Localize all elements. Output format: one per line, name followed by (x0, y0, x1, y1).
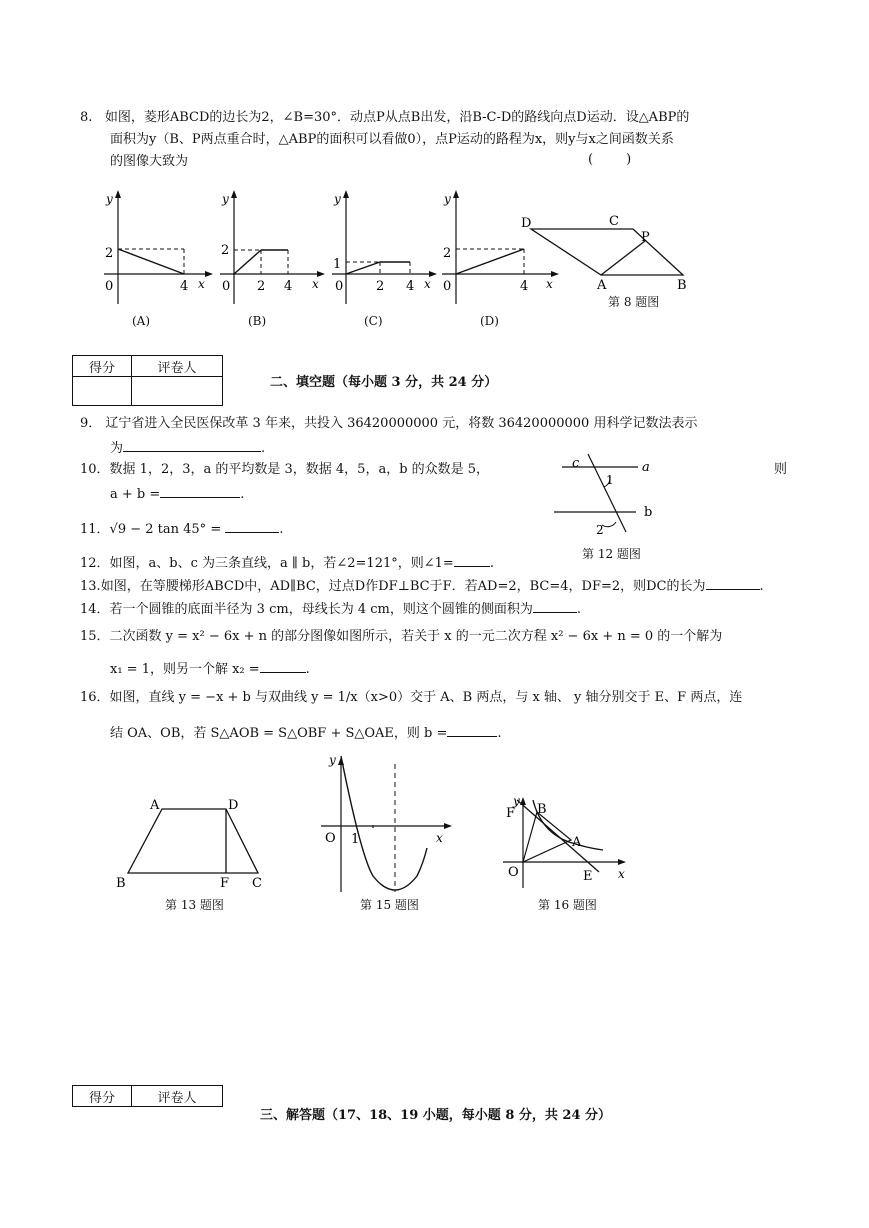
q12-label-b: b (644, 505, 653, 520)
q14-line (80, 598, 581, 620)
q9-text: 辽宁省进入全民医保改革 3 年来，共投入 36420000000 元，将数 36420000000 用科学记数法表示 (105, 416, 698, 431)
q8-option-c-label: (C) (364, 314, 383, 328)
fig13-label-c: C (252, 876, 262, 891)
graph-d-x-tick: 4 (520, 279, 529, 294)
q8-option-d-label: (D) (480, 314, 499, 328)
graph-b-x-tick-2: 2 (257, 279, 266, 294)
fig15-origin: O (325, 831, 336, 846)
graph-d-origin: 0 (443, 279, 452, 294)
q9-number: 9． (80, 416, 102, 431)
graph-c-y-tick: 1 (333, 257, 342, 272)
q8-line1 (80, 108, 689, 128)
grader-header-2: 评卷人 (132, 1086, 223, 1107)
q11-number: 11． (80, 522, 110, 537)
fig16-label-e: E (583, 869, 593, 884)
rhombus-label-d: D (521, 216, 532, 231)
graph-a-y-label: y (106, 192, 113, 206)
score-table-section3 (72, 1085, 223, 1107)
graph-c-origin: 0 (335, 279, 344, 294)
q13-line (80, 575, 764, 597)
q16-end: . (497, 726, 502, 741)
grader-cell[interactable] (132, 377, 223, 406)
score-header-2: 得分 (73, 1086, 132, 1107)
score-table-section2 (72, 355, 223, 406)
fig13-label-b: B (116, 876, 126, 891)
fig16-label-b: B (537, 802, 547, 817)
q12-line (80, 552, 494, 574)
q11-answer-blank[interactable] (225, 518, 279, 533)
q8-rhombus-figure (515, 205, 695, 290)
q14-text: 若一个圆锥的底面半径为 3 cm，母线长为 4 cm，则这个圆锥的侧面积为 (109, 602, 533, 617)
fig16-label-a: A (572, 835, 582, 850)
q15-answer-blank[interactable] (260, 658, 306, 673)
q10-number: 10． (80, 462, 110, 477)
fig16-origin: O (508, 865, 519, 880)
q13-answer-blank[interactable] (706, 575, 760, 590)
q10-end: . (240, 487, 245, 502)
graph-c-x-label: x (424, 277, 431, 291)
q10-text: 数据 1，2，3，a 的平均数是 3，数据 4，5，a，b 的众数是 5， (109, 462, 490, 477)
graph-b-y-tick: 2 (221, 243, 230, 258)
q8-text-line3: 的图像大致为 (110, 154, 189, 169)
graph-d-y-tick: 2 (443, 246, 452, 261)
q12-answer-blank[interactable] (454, 552, 490, 567)
q11-end: . (279, 522, 284, 537)
fig13-label-d: D (228, 798, 239, 813)
fig13-label-a: A (150, 798, 160, 813)
q16-line1 (80, 688, 742, 708)
fig13-label-f: F (220, 876, 230, 891)
q13-figure (110, 795, 275, 895)
q11-line (80, 518, 284, 540)
graph-a-origin: 0 (105, 279, 114, 294)
q12-text: 如图，a、b、c 为三条直线，a ∥ b，若∠2=121°，则∠1= (109, 556, 454, 571)
rhombus-label-c: C (609, 214, 619, 229)
q14-number: 14． (80, 602, 110, 617)
q8-graph-c (320, 188, 440, 306)
q11-text: √9 − 2 tan 45° = (109, 522, 222, 537)
graph-d-y-label: y (444, 192, 451, 206)
q13-text: 如图，在等腰梯形ABCD中，AD∥BC，过点D作DF⊥BC于F．若AD=2，BC=4，DF=2，则DC的长为 (100, 579, 706, 594)
q13-caption: 第 13 题图 (165, 898, 224, 912)
q10-line2-text: a + b = (110, 487, 161, 502)
q16-caption: 第 16 题图 (538, 898, 597, 912)
q15-line2 (110, 658, 310, 680)
graph-b-x-label: x (312, 277, 319, 291)
q8-text-line2: 面积为y（B、P两点重合时，△ABP的面积可以看做0），点P运动的路程为x，则y与x之间函数关系 (110, 132, 674, 147)
q12-angle-1: 1 (606, 473, 614, 487)
q13-end: . (759, 579, 764, 594)
q12-number: 12． (80, 556, 110, 571)
grader-header: 评卷人 (132, 356, 223, 377)
q15-number: 15． (80, 629, 110, 644)
fig16-y-label: y (513, 794, 520, 808)
fig15-y-label: y (329, 753, 336, 767)
graph-a-x-label: x (198, 277, 205, 291)
rhombus-label-b: B (677, 278, 687, 290)
section3-heading: 三、解答题（17、18、19 小题，每小题 8 分，共 24 分） (260, 1108, 612, 1123)
q13-number: 13. (80, 579, 101, 594)
graph-b-x-tick-4: 4 (284, 279, 293, 294)
fig15-x-label: x (436, 831, 443, 845)
q9-line2 (110, 437, 265, 459)
graph-a-y-tick: 2 (105, 246, 114, 261)
q14-end: . (576, 602, 581, 617)
section2-heading: 二、填空题（每小题 3 分，共 24 分） (270, 375, 498, 390)
q8-text-line1: 如图，菱形ABCD的边长为2，∠B=30°．动点P从点B出发，沿B-C-D的路线向点D运动．设△ABP的 (104, 110, 690, 125)
q9-end: . (261, 441, 266, 456)
q12-end: . (489, 556, 494, 571)
q10-line1 (80, 460, 489, 480)
q16-figure (495, 792, 635, 892)
q8-graph-a (96, 188, 216, 306)
q10-answer-blank[interactable] (160, 483, 240, 498)
graph-c-x-tick-2: 2 (376, 279, 385, 294)
q15-end: . (305, 662, 310, 677)
graph-c-y-label: y (334, 192, 341, 206)
q12-label-c: c (572, 456, 580, 471)
rhombus-label-p: P (641, 230, 650, 245)
fig16-label-f: F (506, 806, 516, 821)
q12-figure (550, 450, 670, 542)
q15-text: 二次函数 y = x² − 6x + n 的部分图像如图所示，若关于 x 的一元二次方程 x² − 6x + n = 0 的一个解为 (109, 629, 723, 644)
q14-answer-blank[interactable] (533, 598, 577, 613)
q16-text: 如图，直线 y = −x + b 与双曲线 y = 1/x（x>0）交于 A、B 两点，与 x 轴、 y 轴分别交于 E、F 两点，连 (109, 690, 743, 705)
q8-figure-caption: 第 8 题图 (608, 295, 660, 309)
q16-line2-text: 结 OA、OB，若 S△AOB = S△OBF + S△OAE，则 b = (110, 726, 448, 741)
q8-option-b-label: (B) (248, 314, 267, 328)
graph-b-origin: 0 (222, 279, 231, 294)
q8-number: 8. (80, 110, 93, 125)
q15-figure (315, 752, 460, 897)
fig15-root-1: 1 (351, 832, 360, 847)
q16-answer-blank[interactable] (447, 722, 497, 737)
rhombus-label-a: A (597, 278, 607, 290)
q15-line1 (80, 627, 722, 647)
q12-angle-2: 2 (596, 523, 604, 537)
q16-line2 (110, 722, 502, 744)
graph-a-x-tick: 4 (180, 279, 189, 294)
graph-b-y-label: y (222, 192, 229, 206)
q9-text2: 为 (110, 441, 124, 456)
score-header: 得分 (73, 356, 132, 377)
q8-graph-b (208, 188, 328, 306)
q16-number: 16． (80, 690, 110, 705)
fig16-x-label: x (618, 867, 625, 881)
q9-answer-blank[interactable] (123, 437, 261, 452)
q10-then: 则 (774, 462, 788, 477)
graph-d-x-label: x (546, 277, 553, 291)
score-cell[interactable] (73, 377, 132, 406)
q15-line2-text: x₁ = 1，则另一个解 x₂ = (110, 662, 260, 677)
graph-c-x-tick-4: 4 (406, 279, 415, 294)
q9-line1 (80, 414, 697, 434)
q8-option-a-label: (A) (132, 314, 151, 328)
q12-label-a: a (642, 460, 650, 475)
q15-caption: 第 15 题图 (360, 898, 419, 912)
q12-caption: 第 12 题图 (582, 547, 641, 561)
q10-line2 (110, 483, 244, 505)
q8-answer-paren: ( ) (588, 152, 632, 167)
